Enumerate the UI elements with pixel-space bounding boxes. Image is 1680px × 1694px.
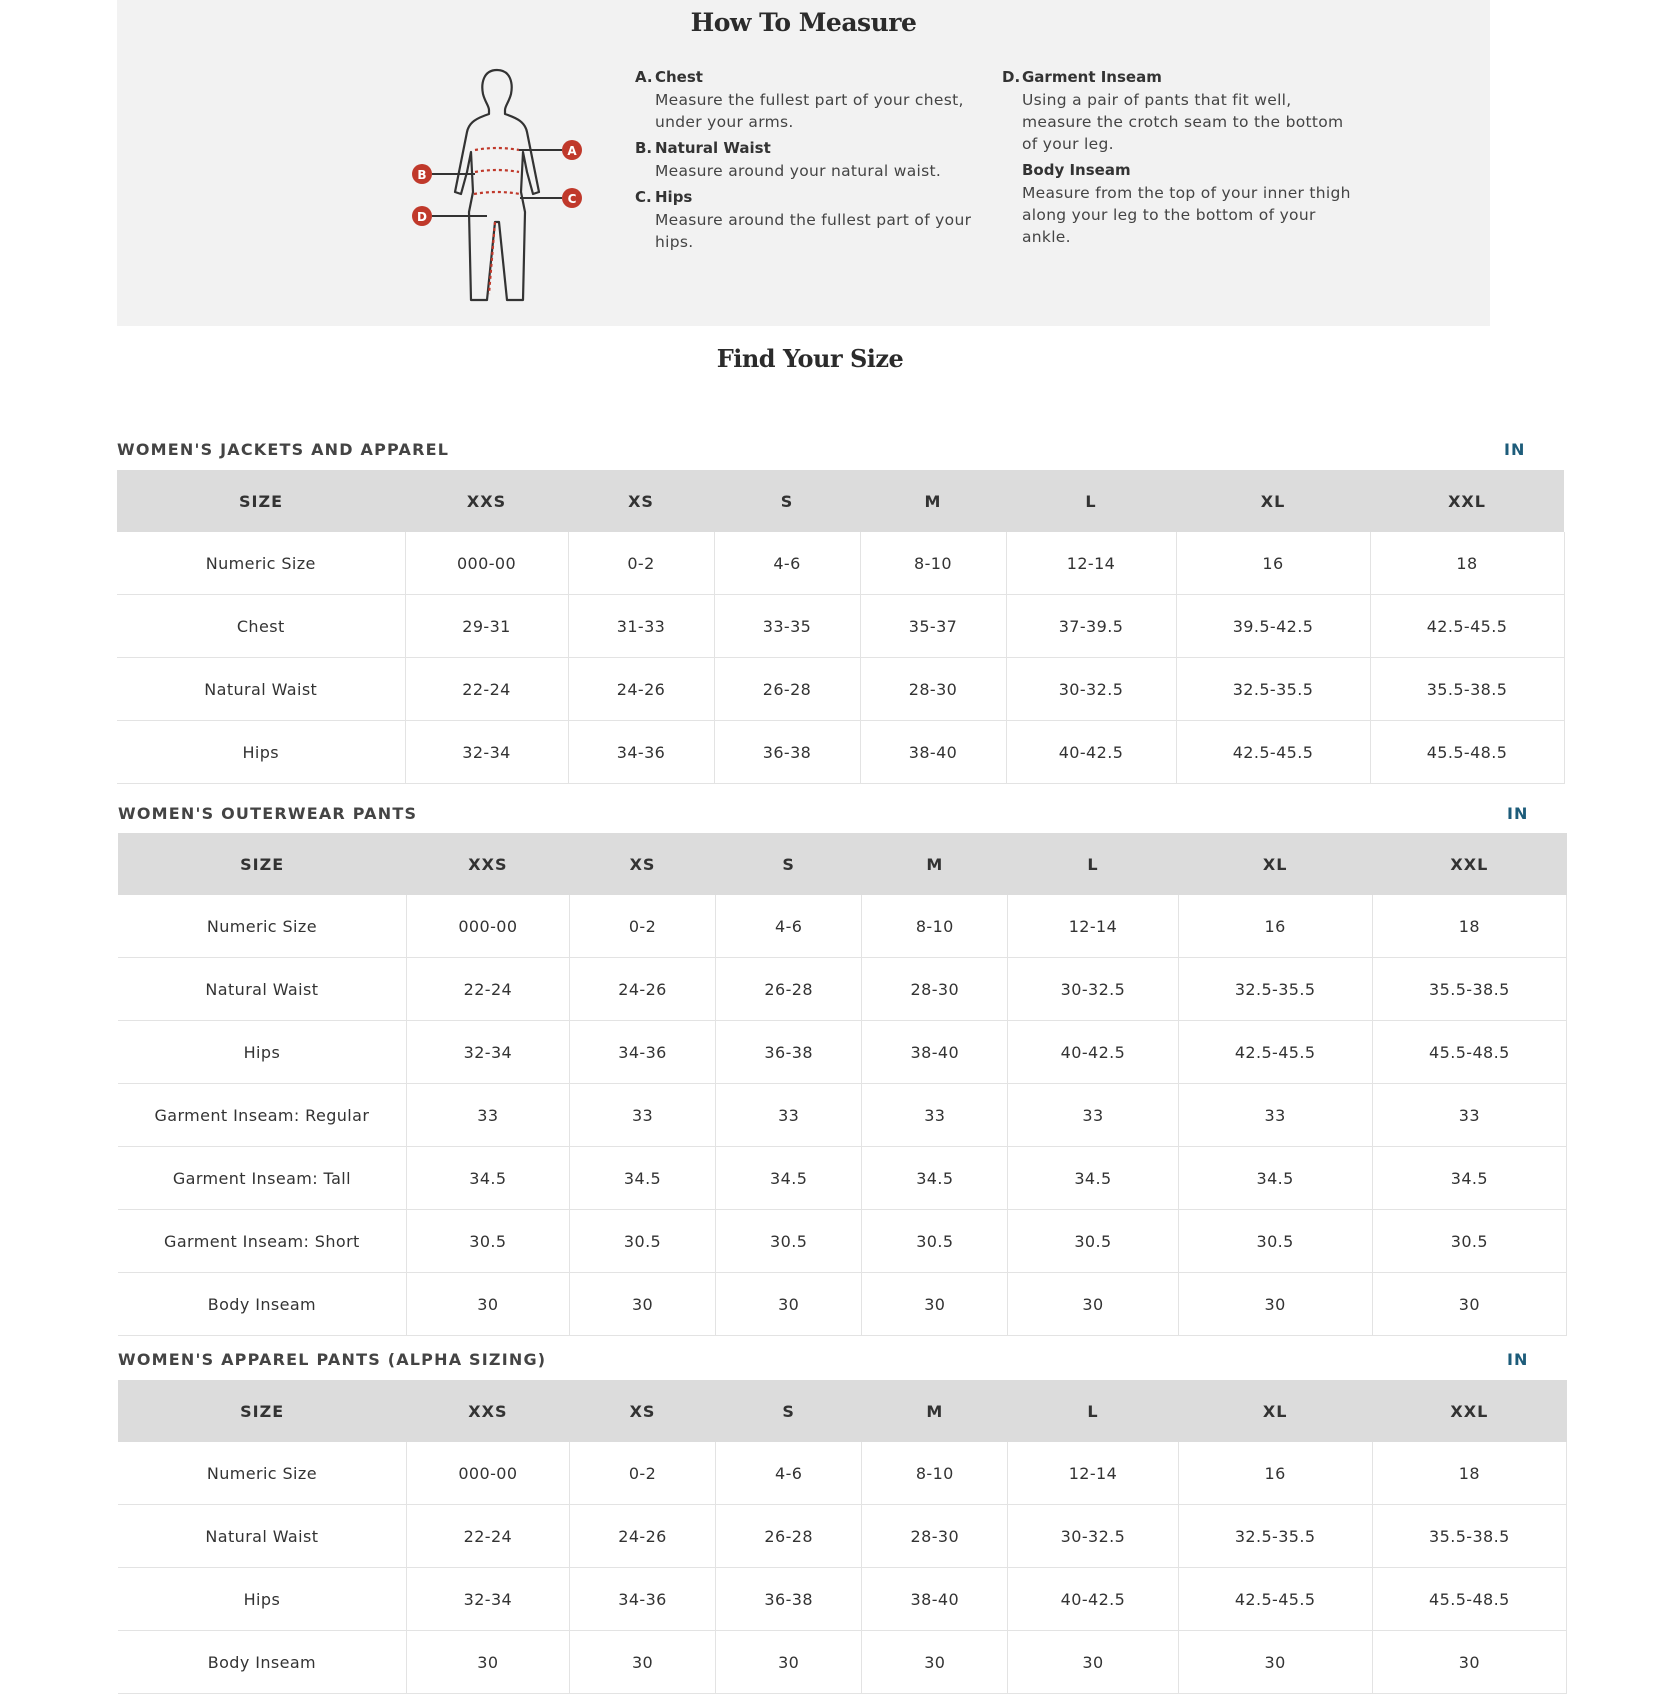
table-row xyxy=(118,895,1567,958)
table-cell: 32.5-35.5 xyxy=(1176,658,1370,721)
table-cell: 22-24 xyxy=(405,658,568,721)
table-cell: 45.5-48.5 xyxy=(1372,1021,1566,1084)
table-cell: 37-39.5 xyxy=(1006,595,1176,658)
table-row xyxy=(118,1631,1567,1694)
table-cell: 24-26 xyxy=(569,958,715,1021)
column-header-xxl: XXL xyxy=(1370,470,1564,532)
table-cell: 36-38 xyxy=(716,1568,862,1631)
table-cell: 42.5-45.5 xyxy=(1178,1568,1372,1631)
column-header-m: M xyxy=(862,1380,1008,1442)
table-cell: 30 xyxy=(716,1273,862,1336)
column-header-s: S xyxy=(716,1380,862,1442)
row-label: Natural Waist xyxy=(118,1505,406,1568)
table-cell: 30.5 xyxy=(1008,1210,1178,1273)
svg-text:C: C xyxy=(567,192,577,206)
table-cell: 30.5 xyxy=(716,1210,862,1273)
column-header-xl: XL xyxy=(1176,470,1370,532)
table-cell: 28-30 xyxy=(860,658,1006,721)
table-cell: 32.5-35.5 xyxy=(1178,958,1372,1021)
unit-toggle-jackets[interactable]: IN xyxy=(1504,440,1526,459)
row-label: Garment Inseam: Regular xyxy=(118,1084,406,1147)
table-cell: 42.5-45.5 xyxy=(1178,1021,1372,1084)
table-cell: 34.5 xyxy=(1178,1147,1372,1210)
table-cell: 30 xyxy=(406,1273,569,1336)
table-cell: 38-40 xyxy=(862,1021,1008,1084)
table-cell: 30 xyxy=(862,1631,1008,1694)
column-header-xl: XL xyxy=(1178,1380,1372,1442)
table-cell: 40-42.5 xyxy=(1008,1021,1178,1084)
waist-description: Measure around your natural waist. xyxy=(655,162,942,180)
table-cell: 18 xyxy=(1372,895,1566,958)
table-cell: 30.5 xyxy=(1178,1210,1372,1273)
table-row xyxy=(118,1147,1567,1210)
table-cell: 30 xyxy=(1372,1273,1566,1336)
table-cell: 36-38 xyxy=(716,1021,862,1084)
table-cell: 34.5 xyxy=(1008,1147,1178,1210)
table-cell: 40-42.5 xyxy=(1008,1568,1178,1631)
garment-inseam-description: Using a pair of pants that fit well, measure the crotch seam to the bottom of your leg. xyxy=(1022,91,1344,153)
unit-toggle-outerwear-pants[interactable]: IN xyxy=(1507,804,1529,823)
column-header-xs: XS xyxy=(569,1380,715,1442)
table-cell: 35.5-38.5 xyxy=(1372,958,1566,1021)
table-cell: 33-35 xyxy=(714,595,860,658)
table-cell: 34-36 xyxy=(569,1568,715,1631)
table-cell: 29-31 xyxy=(405,595,568,658)
table-cell: 32-34 xyxy=(406,1568,569,1631)
table-row xyxy=(118,1505,1567,1568)
find-your-size-title: Find Your Size xyxy=(716,344,904,373)
column-header-s: S xyxy=(714,470,860,532)
table-cell: 30 xyxy=(1372,1631,1566,1694)
column-header-s: S xyxy=(716,833,862,895)
table-cell: 33 xyxy=(1008,1084,1178,1147)
table-row xyxy=(118,1273,1567,1336)
table-cell: 8-10 xyxy=(860,532,1006,595)
table-cell: 39.5-42.5 xyxy=(1176,595,1370,658)
table-cell: 4-6 xyxy=(714,532,860,595)
marker-b-icon xyxy=(412,164,432,184)
table-cell: 33 xyxy=(716,1084,862,1147)
column-header-l: L xyxy=(1008,1380,1178,1442)
table-cell: 30 xyxy=(1178,1631,1372,1694)
table-cell: 34.5 xyxy=(1372,1147,1566,1210)
column-header-size: SIZE xyxy=(118,1380,406,1442)
chest-heading: A. Chest xyxy=(635,68,703,86)
table-header-row xyxy=(117,470,1564,532)
table-cell: 000-00 xyxy=(405,532,568,595)
svg-text:D: D xyxy=(417,210,427,224)
row-label: Garment Inseam: Tall xyxy=(118,1147,406,1210)
table-cell: 22-24 xyxy=(406,1505,569,1568)
hips-heading: C. Hips xyxy=(635,188,693,206)
table-cell: 30-32.5 xyxy=(1008,958,1178,1021)
table-cell: 30 xyxy=(1008,1631,1178,1694)
measure-column-right xyxy=(1002,68,1362,254)
column-header-xxs: XXS xyxy=(406,1380,569,1442)
table-row xyxy=(117,658,1564,721)
column-header-m: M xyxy=(860,470,1006,532)
table-cell: 4-6 xyxy=(716,1442,862,1505)
row-label: Numeric Size xyxy=(118,1442,406,1505)
table-cell: 38-40 xyxy=(862,1568,1008,1631)
table-cell: 26-28 xyxy=(716,1505,862,1568)
table-cell: 35-37 xyxy=(860,595,1006,658)
table-cell: 0-2 xyxy=(568,532,714,595)
table-cell: 000-00 xyxy=(406,1442,569,1505)
table-cell: 38-40 xyxy=(860,721,1006,784)
garment-inseam-heading: D. Garment Inseam xyxy=(1002,68,1162,86)
table-cell: 30.5 xyxy=(1372,1210,1566,1273)
column-header-size: SIZE xyxy=(117,470,405,532)
table-cell: 45.5-48.5 xyxy=(1372,1568,1566,1631)
column-header-m: M xyxy=(862,833,1008,895)
table-cell: 000-00 xyxy=(406,895,569,958)
table-cell: 30.5 xyxy=(406,1210,569,1273)
size-table-jackets xyxy=(117,470,1565,784)
table-row xyxy=(117,595,1564,658)
table-row xyxy=(117,532,1564,595)
size-table-outerwear-pants xyxy=(118,833,1567,1336)
size-table-apparel-pants xyxy=(118,1380,1567,1694)
row-label: Hips xyxy=(118,1021,406,1084)
table-cell: 30 xyxy=(1178,1273,1372,1336)
body-inseam-description: Measure from the top of your inner thigh along your leg to the bottom of your ankle. xyxy=(1022,184,1351,246)
table-cell: 32-34 xyxy=(406,1021,569,1084)
table-cell: 28-30 xyxy=(862,958,1008,1021)
section-label-jackets: WOMEN'S JACKETS AND APPAREL xyxy=(117,440,450,459)
table-cell: 30-32.5 xyxy=(1006,658,1176,721)
table-header-row xyxy=(118,833,1567,895)
column-header-xs: XS xyxy=(569,833,715,895)
row-label: Hips xyxy=(118,1568,406,1631)
table-cell: 34.5 xyxy=(862,1147,1008,1210)
row-label: Body Inseam xyxy=(118,1631,406,1694)
table-cell: 24-26 xyxy=(568,658,714,721)
table-cell: 4-6 xyxy=(716,895,862,958)
waist-heading: B. Natural Waist xyxy=(635,139,771,157)
table-row xyxy=(118,1442,1567,1505)
table-cell: 12-14 xyxy=(1008,1442,1178,1505)
table-cell: 34-36 xyxy=(569,1021,715,1084)
table-cell: 30 xyxy=(406,1631,569,1694)
table-row xyxy=(117,721,1564,784)
column-header-l: L xyxy=(1006,470,1176,532)
table-cell: 16 xyxy=(1178,1442,1372,1505)
table-cell: 42.5-45.5 xyxy=(1176,721,1370,784)
column-header-xxs: XXS xyxy=(405,470,568,532)
column-header-xxl: XXL xyxy=(1372,1380,1566,1442)
table-cell: 12-14 xyxy=(1006,532,1176,595)
row-label: Garment Inseam: Short xyxy=(118,1210,406,1273)
table-cell: 31-33 xyxy=(568,595,714,658)
table-cell: 32.5-35.5 xyxy=(1178,1505,1372,1568)
table-cell: 30 xyxy=(862,1273,1008,1336)
table-cell: 16 xyxy=(1176,532,1370,595)
table-cell: 34.5 xyxy=(569,1147,715,1210)
table-cell: 34-36 xyxy=(568,721,714,784)
table-cell: 28-30 xyxy=(862,1505,1008,1568)
table-row xyxy=(118,1084,1567,1147)
table-cell: 34.5 xyxy=(716,1147,862,1210)
table-row xyxy=(118,1210,1567,1273)
row-label: Natural Waist xyxy=(117,658,405,721)
svg-text:B: B xyxy=(417,168,427,182)
table-cell: 24-26 xyxy=(569,1505,715,1568)
table-cell: 35.5-38.5 xyxy=(1370,658,1564,721)
table-cell: 30 xyxy=(569,1273,715,1336)
table-cell: 18 xyxy=(1372,1442,1566,1505)
column-header-size: SIZE xyxy=(118,833,406,895)
how-to-measure-title: How To Measure xyxy=(690,8,917,37)
column-header-xl: XL xyxy=(1178,833,1372,895)
column-header-l: L xyxy=(1008,833,1178,895)
table-cell: 30.5 xyxy=(862,1210,1008,1273)
body-inseam-heading: Body Inseam xyxy=(1022,161,1131,179)
table-cell: 42.5-45.5 xyxy=(1370,595,1564,658)
table-cell: 0-2 xyxy=(569,1442,715,1505)
row-label: Natural Waist xyxy=(118,958,406,1021)
table-cell: 40-42.5 xyxy=(1006,721,1176,784)
table-cell: 33 xyxy=(569,1084,715,1147)
table-cell: 30-32.5 xyxy=(1008,1505,1178,1568)
marker-a-icon xyxy=(562,140,582,160)
hips-description: Measure around the fullest part of your hips. xyxy=(655,211,972,251)
row-label: Body Inseam xyxy=(118,1273,406,1336)
table-cell: 12-14 xyxy=(1008,895,1178,958)
chest-description: Measure the fullest part of your chest, under your arms. xyxy=(655,91,964,131)
table-row xyxy=(118,1021,1567,1084)
table-cell: 45.5-48.5 xyxy=(1370,721,1564,784)
measure-column-left xyxy=(635,68,975,259)
table-cell: 33 xyxy=(406,1084,569,1147)
row-label: Numeric Size xyxy=(117,532,405,595)
how-to-measure-panel xyxy=(117,0,1490,326)
table-cell: 34.5 xyxy=(406,1147,569,1210)
table-cell: 26-28 xyxy=(716,958,862,1021)
marker-c-icon xyxy=(562,188,582,208)
table-row xyxy=(118,1568,1567,1631)
table-cell: 30 xyxy=(569,1631,715,1694)
table-cell: 33 xyxy=(1178,1084,1372,1147)
table-cell: 33 xyxy=(1372,1084,1566,1147)
row-label: Chest xyxy=(117,595,405,658)
table-cell: 0-2 xyxy=(569,895,715,958)
body-measurement-figure xyxy=(397,62,597,308)
row-label: Numeric Size xyxy=(118,895,406,958)
column-header-xxl: XXL xyxy=(1372,833,1566,895)
unit-toggle-apparel-pants[interactable]: IN xyxy=(1507,1350,1529,1369)
table-header-row xyxy=(118,1380,1567,1442)
table-row xyxy=(118,958,1567,1021)
table-cell: 33 xyxy=(862,1084,1008,1147)
svg-text:A: A xyxy=(567,144,577,158)
column-header-xxs: XXS xyxy=(406,833,569,895)
table-cell: 8-10 xyxy=(862,1442,1008,1505)
table-cell: 32-34 xyxy=(405,721,568,784)
table-cell: 30 xyxy=(1008,1273,1178,1336)
table-cell: 36-38 xyxy=(714,721,860,784)
table-cell: 35.5-38.5 xyxy=(1372,1505,1566,1568)
table-cell: 22-24 xyxy=(406,958,569,1021)
marker-d-icon xyxy=(412,206,432,226)
table-cell: 26-28 xyxy=(714,658,860,721)
row-label: Hips xyxy=(117,721,405,784)
section-label-outerwear-pants: WOMEN'S OUTERWEAR PANTS xyxy=(118,804,418,823)
table-cell: 16 xyxy=(1178,895,1372,958)
section-label-apparel-pants: WOMEN'S APPAREL PANTS (ALPHA SIZING) xyxy=(118,1350,547,1369)
table-cell: 30 xyxy=(716,1631,862,1694)
column-header-xs: XS xyxy=(568,470,714,532)
table-cell: 30.5 xyxy=(569,1210,715,1273)
table-cell: 18 xyxy=(1370,532,1564,595)
table-cell: 8-10 xyxy=(862,895,1008,958)
